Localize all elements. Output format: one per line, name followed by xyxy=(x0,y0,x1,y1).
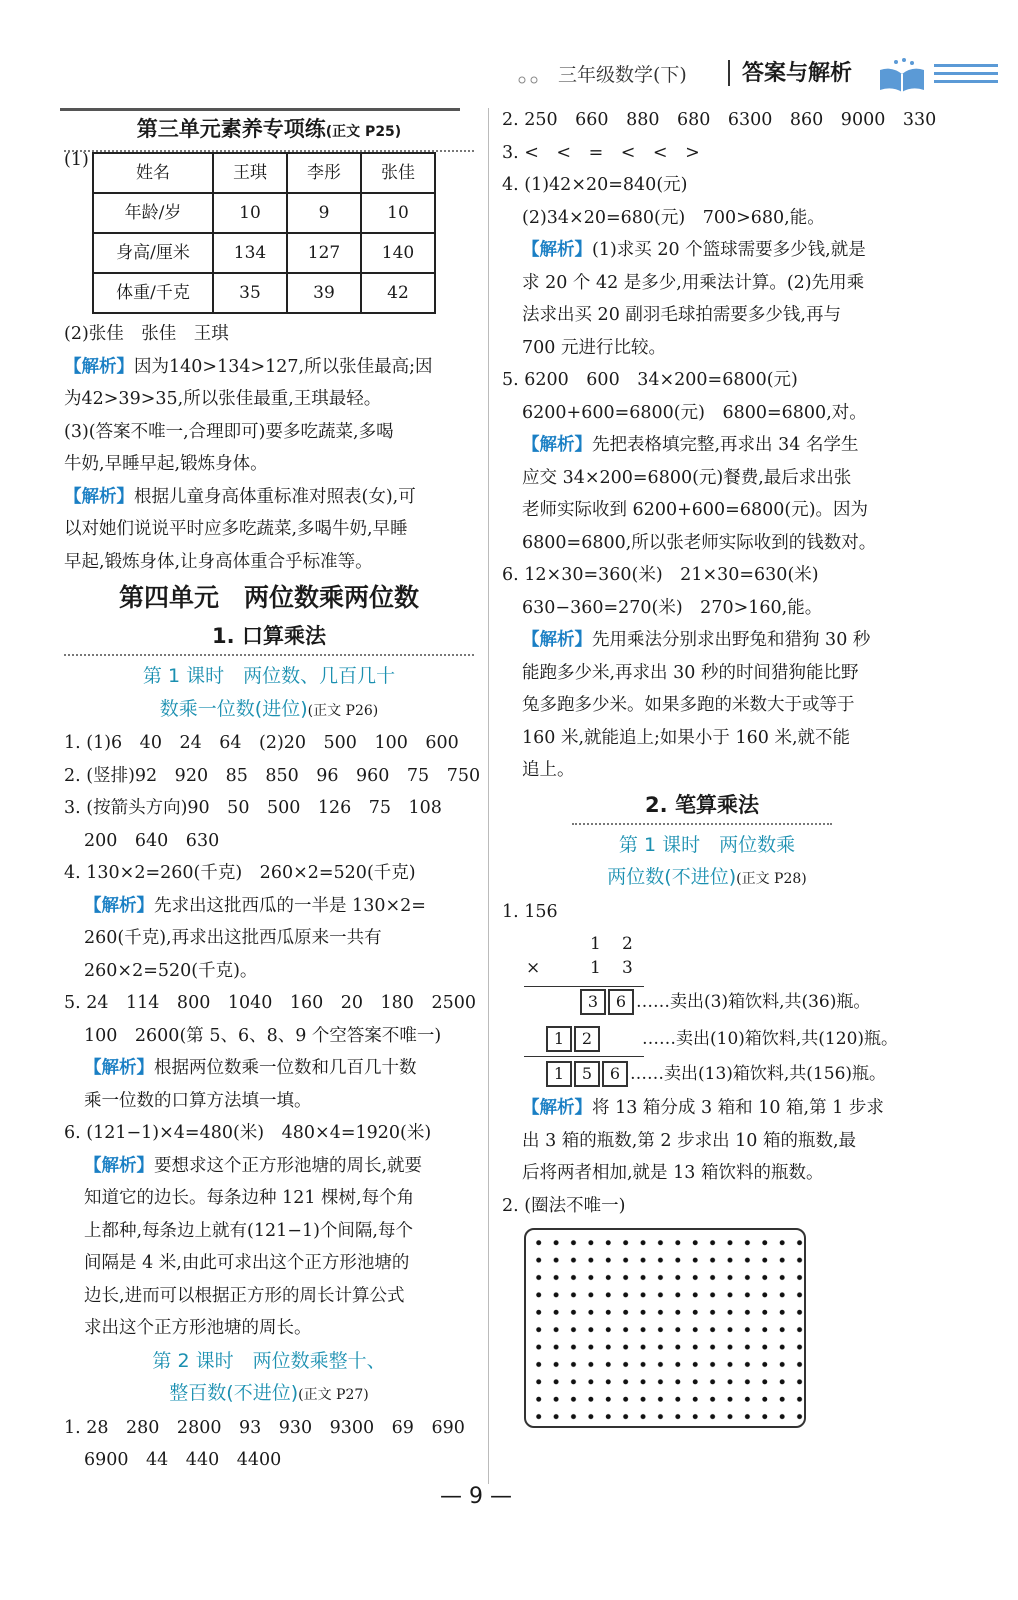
page-header xyxy=(518,56,998,96)
explanation-tag: 【解析】 xyxy=(522,435,592,455)
explanation-line: 求出这个正方形池塘的周长。 xyxy=(84,1318,312,1338)
explanation-line: 260(千克),再求出这批西瓜原来一共有 xyxy=(84,928,382,948)
unit3-source: (正文 P25) xyxy=(325,124,402,140)
lesson-subtitle: 两位数(不进位)(正文 P28) xyxy=(607,866,807,888)
answer-5-line: 6200+600=6800(元) 6800=6800,对。 xyxy=(522,402,867,423)
column-divider xyxy=(488,108,489,1484)
lesson2-answer-1: 1. 28 280 2800 93 930 9300 69 690 xyxy=(64,1417,465,1438)
row-note: ……卖出(3)箱饮料,共(36)瓶。 xyxy=(636,992,871,1012)
explanation-line: 边长,进而可以根据正方形的周长计算公式 xyxy=(84,1285,405,1306)
table-cell: 姓名 xyxy=(93,153,213,193)
explanation-line: 700 元进行比较。 xyxy=(522,337,666,358)
digit-box: 1 xyxy=(546,1026,572,1052)
explanation: 【解析】将 13 箱分成 3 箱和 10 箱,第 1 步求 xyxy=(522,1098,884,1118)
table-cell: 127 xyxy=(287,233,361,273)
explanation-line: 上都种,每条边上就有(121−1)个间隔,每个 xyxy=(84,1220,413,1241)
unit3-title: 第三单元素养专项练(正文 P25) xyxy=(64,111,474,152)
answer-3: 3. (按箭头方向)90 50 500 126 75 108 xyxy=(64,798,442,818)
row-note: ……卖出(13)箱饮料,共(156)瓶。 xyxy=(630,1064,887,1084)
page-number: — 9 — xyxy=(440,1484,512,1509)
digit-box: 5 xyxy=(574,1061,600,1087)
partial-product-row xyxy=(546,1023,898,1056)
multiply-sign: × xyxy=(526,958,541,978)
explanation-tag: 【解析】 xyxy=(522,1098,592,1118)
lesson2-title: 第 2 课时 两位数乘整十、 xyxy=(152,1349,386,1372)
dot-grid xyxy=(524,1228,806,1428)
rule-line xyxy=(524,1056,644,1057)
explanation-tag: 【解析】 xyxy=(84,895,154,916)
explanation: 【解析】先把表格填完整,再求出 34 名学生 xyxy=(522,435,859,455)
section1-title: 1. 口算乘法 xyxy=(64,618,474,656)
explanation-line: 为42>39>35,所以张佳最重,王琪最轻。 xyxy=(64,389,382,409)
d1-answer: 1. 156 xyxy=(502,901,558,922)
explanation-line: 以对她们说说平时应多吃蔬菜,多喝牛奶,早睡 xyxy=(64,519,408,539)
table-cell: 10 xyxy=(361,193,435,233)
section2-title: 2. 笔算乘法 xyxy=(572,787,832,825)
explanation-tag: 【解析】 xyxy=(522,630,592,650)
header-stripes xyxy=(934,64,998,88)
q1-block xyxy=(64,152,474,314)
table-cell: 134 xyxy=(213,233,287,273)
explanation-line: 6800=6800,所以张老师实际收到的钱数对。 xyxy=(522,532,877,553)
digit: 2 xyxy=(622,934,633,954)
answer-3: 3. < < = < < > xyxy=(502,142,700,163)
lesson1-title: 第 1 课时 两位数、几百几十 xyxy=(142,665,396,687)
q1-label: (1) xyxy=(64,150,89,170)
book-logo-icon xyxy=(874,56,930,96)
q3-answer: (3)(答案不唯一,合理即可)要多吃蔬菜,多喝 xyxy=(64,421,394,442)
table-cell: 9 xyxy=(287,193,361,233)
partial-product-row xyxy=(580,986,870,1019)
explanation-tag: 【解析】 xyxy=(84,1058,154,1078)
row-note: ……卖出(10)箱饮料,共(120)瓶。 xyxy=(642,1029,899,1049)
table-cell: 42 xyxy=(361,273,435,313)
explanation: 【解析】先用乘法分别求出野兔和猎狗 30 秒 xyxy=(522,630,871,650)
explanation-line: 追上。 xyxy=(522,760,575,780)
explanation-tag: 【解析】 xyxy=(64,486,134,507)
answer-5: 5. 24 114 800 1040 160 20 180 2500 xyxy=(64,993,476,1013)
decorative-stars-icon xyxy=(518,74,548,86)
explanation: 【解析】先求出这批西瓜的一半是 130×2= xyxy=(84,895,426,916)
digit-box: 6 xyxy=(602,1061,628,1087)
lesson2-subtitle: 整百数(不进位)(正文 P27) xyxy=(169,1382,369,1404)
answer-5: 5. 6200 600 34×200=6800(元) xyxy=(502,370,798,390)
table-row xyxy=(93,233,435,273)
table-row xyxy=(93,273,435,313)
digit: 3 xyxy=(622,958,633,978)
answer-6: 6. 12×30=360(米) 21×30=630(米) xyxy=(502,565,819,585)
right-column xyxy=(502,104,937,1428)
left-column xyxy=(64,108,481,1477)
table-cell: 年龄/岁 xyxy=(93,193,213,233)
table-cell: 王琪 xyxy=(213,153,287,193)
explanation-tag: 【解析】 xyxy=(522,240,592,260)
explanation-line: 出 3 箱的瓶数,第 2 步求出 10 箱的瓶数,最 xyxy=(522,1130,857,1151)
answer-4-line: (2)34×20=680(元) 700>680,能。 xyxy=(522,207,825,228)
explanation-line: 兔多跑多少米。如果多跑的米数大于或等于 xyxy=(522,695,855,715)
lesson1-source: (正文 P26) xyxy=(307,702,379,719)
explanation: 【解析】根据儿童身高体重标准对照表(女),可 xyxy=(64,486,416,507)
explanation-line: 法求出买 20 副羽毛球拍需要多少钱,再与 xyxy=(522,305,841,325)
explanation-line: 知道它的边长。每条边种 121 棵树,每个角 xyxy=(84,1188,415,1208)
explanation-line: 应交 34×200=6800(元)餐费,最后求出张 xyxy=(522,467,852,488)
explanation-line: 260×2=520(千克)。 xyxy=(84,960,258,981)
d2-answer: 2. (圈法不唯一) xyxy=(502,1195,626,1216)
explanation-line: 乘一位数的口算方法填一填。 xyxy=(84,1090,312,1111)
explanation-line: 后将两者相加,就是 13 箱饮料的瓶数。 xyxy=(522,1163,824,1183)
answer-6-line: 630−360=270(米) 270>160,能。 xyxy=(522,597,823,618)
table-cell: 35 xyxy=(213,273,287,313)
table-cell: 140 xyxy=(361,233,435,273)
explanation-line: 求 20 个 42 是多少,用乘法计算。(2)先用乘 xyxy=(522,272,865,293)
data-table xyxy=(92,152,436,314)
answer-2: 2. 250 660 880 680 6300 860 9000 330 xyxy=(502,110,937,130)
explanation: 【解析】要想求这个正方形池塘的周长,就要 xyxy=(84,1155,423,1176)
digit-box: 6 xyxy=(608,989,634,1015)
lesson-title: 第 1 课时 两位数乘 xyxy=(618,833,796,856)
explanation-line: 间隔是 4 米,由此可求出这个正方形池塘的 xyxy=(84,1253,410,1273)
explanation: 【解析】根据两位数乘一位数和几百几十数 xyxy=(84,1058,417,1078)
table-cell: 体重/千克 xyxy=(93,273,213,313)
explanation-line: 老师实际收到 6200+600=6800(元)。因为 xyxy=(522,500,869,520)
explanation-tag: 【解析】 xyxy=(84,1155,154,1176)
table-cell: 39 xyxy=(287,273,361,313)
answer-3-line: 200 640 630 xyxy=(84,830,220,851)
digit-box: 2 xyxy=(574,1026,600,1052)
explanation: 【解析】因为140>134>127,所以张佳最高;因 xyxy=(64,356,433,377)
header-section: 答案与解析 xyxy=(742,61,853,86)
header-divider xyxy=(728,60,730,86)
digit: 1 xyxy=(590,958,601,978)
vertical-multiplication xyxy=(502,928,912,1084)
explanation-line: 能跑多少米,再求出 30 秒的时间猎狗能比野 xyxy=(522,662,859,683)
explanation-line: 160 米,就能追上;如果小于 160 米,就不能 xyxy=(522,727,851,748)
q2-answer: (2)张佳 张佳 王琪 xyxy=(64,324,229,344)
q3-answer-line: 牛奶,早睡早起,锻炼身体。 xyxy=(64,454,268,474)
table-cell: 10 xyxy=(213,193,287,233)
answer-4: 4. (1)42×20=840(元) xyxy=(502,175,688,195)
table-row xyxy=(93,193,435,233)
unit4-title: 第四单元 两位数乘两位数 xyxy=(118,583,419,612)
lesson-source: (正文 P28) xyxy=(736,871,807,887)
explanation-line: 早起,锻炼身体,让身高体重合乎标准等。 xyxy=(64,551,373,572)
answer-6: 6. (121−1)×4=480(米) 480×4=1920(米) xyxy=(64,1123,432,1143)
lesson2-answer-1-line: 6900 44 440 4400 xyxy=(84,1450,282,1470)
product-row xyxy=(546,1058,886,1091)
table-cell: 身高/厘米 xyxy=(93,233,213,273)
lesson1-subtitle: 数乘一位数(进位)(正文 P26) xyxy=(159,697,379,720)
lesson2-source: (正文 P27) xyxy=(298,1387,369,1403)
digit-box: 1 xyxy=(546,1061,572,1087)
digit-box: 3 xyxy=(580,989,606,1015)
explanation: 【解析】(1)求买 20 个篮球需要多少钱,就是 xyxy=(522,240,866,260)
digit: 1 xyxy=(590,934,601,954)
answer-5-line: 100 2600(第 5、6、8、9 个空答案不唯一) xyxy=(84,1025,442,1046)
answer-1: 1. (1)6 40 24 64 (2)20 500 100 600 xyxy=(64,733,459,753)
answer-2: 2. (竖排)92 920 85 850 96 960 75 750 xyxy=(64,765,481,786)
table-cell: 张佳 xyxy=(361,153,435,193)
answer-4: 4. 130×2=260(千克) 260×2=520(千克) xyxy=(64,863,416,883)
header-subject: 三年级数学(下) xyxy=(558,64,687,86)
explanation-tag: 【解析】 xyxy=(64,356,134,377)
table-header-row xyxy=(93,153,435,193)
table-cell: 李彤 xyxy=(287,153,361,193)
